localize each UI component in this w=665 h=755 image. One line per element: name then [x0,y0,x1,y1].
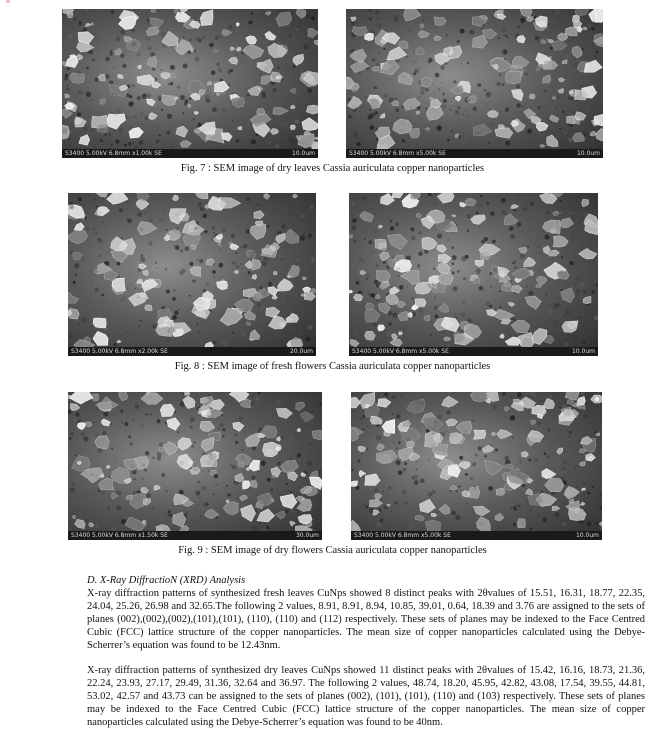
sem-texture [349,193,598,347]
section-heading: D. X-Ray DiffractioN (XRD) Analysis [87,575,246,586]
sem-info-label: S3400 5.00kV 6.8mm x5.00k SE [349,150,446,157]
sem-info-label: S3400 5.00kV 6.8mm x1.00k SE [65,150,162,157]
sem-scale-label: 10.0um [575,532,599,539]
sem-scale-label: 10.0um [576,150,600,157]
sem-texture [346,9,603,149]
sem-texture [68,193,316,347]
sem-info-label: S3400 5.00kV 6.8mm x5.00k SE [354,532,451,539]
sem-scale-label: 30.0um [295,532,319,539]
paragraph-dry-leaves: X-ray diffraction patterns of synthesized dry leaves CuNps showed 11 distinct peaks with 2θvalues of 15.42, 16.16, 18.73, 21.36, 22.24, 23.93, 27.17, 29.49, 31.36, 32.64 and 36.97. The following 2 values, 48.74, 18.20, 45.95, 42.82, 43.08, 17.54, 39.55, 44.81, 53.02, 42.57 and 43.73 can be assigned to the sets of planes (002), (101), (101), (110) and (103) respectively. These sets of planes may be indexed to the Face Centred Cubic (FCC) lattice structure of the copper nanoparticles. The mean size of copper nanoparticles calculated using the Debye-Scherrer’s equation was found to be 40nm. [87,665,645,728]
sem-image-fig9-right [351,392,602,540]
sem-image-fig8-right [349,193,598,356]
sem-scale-label: 20.0um [289,348,313,355]
sem-image-fig7-right [346,9,603,158]
paragraph-fresh-leaves: X-ray diffraction patterns of synthesized fresh leaves CuNps showed 8 distinct peaks with 2θvalues of 15.51, 16.31, 18.77, 22.35, 24.04, 25.26, 26.98 and 32.65.The following 2 values, 8.91, 8.91, 8.94, 10.85, 39.01, 0.64, 18.39 and 3.76 are assigned to the sets of planes (002),(002),(002),(101),(101), (110), (110) and (112) respectively. These sets of planes may be indexed to the Face Centred Cubic (FCC) lattice structure of the copper nanoparticles. The mean size of copper nanoparticles calculated using the Debye-Scherrer’s equation was found to be 12.43nm. [87,588,645,651]
figure-caption-9: Fig. 9 : SEM image of dry flowers Cassia auriculata copper nanoparticles [178,545,487,556]
sem-image-fig7-left [62,9,318,158]
sem-image-fig9-left [68,392,322,540]
sem-texture [62,9,318,149]
figure-caption-8: Fig. 8 : SEM image of fresh flowers Cassia auriculata copper nanoparticles [174,361,491,372]
sem-info-label: S3400 5.00kV 6.8mm x2.00k SE [71,348,168,355]
figure-caption-7: Fig. 7 : SEM image of dry leaves Cassia auriculata copper nanoparticles [180,163,485,174]
sem-image-fig8-left [68,193,316,356]
sem-info-label: S3400 5.00kV 6.8mm x5.00k SE [352,348,449,355]
sem-texture [68,392,322,531]
corner-mark [6,0,10,3]
sem-info-label: S3400 5.00kV 6.8mm x1.50k SE [71,532,168,539]
sem-scale-label: 10.0um [571,348,595,355]
sem-texture [351,392,602,531]
sem-scale-label: 10.0um [291,150,315,157]
